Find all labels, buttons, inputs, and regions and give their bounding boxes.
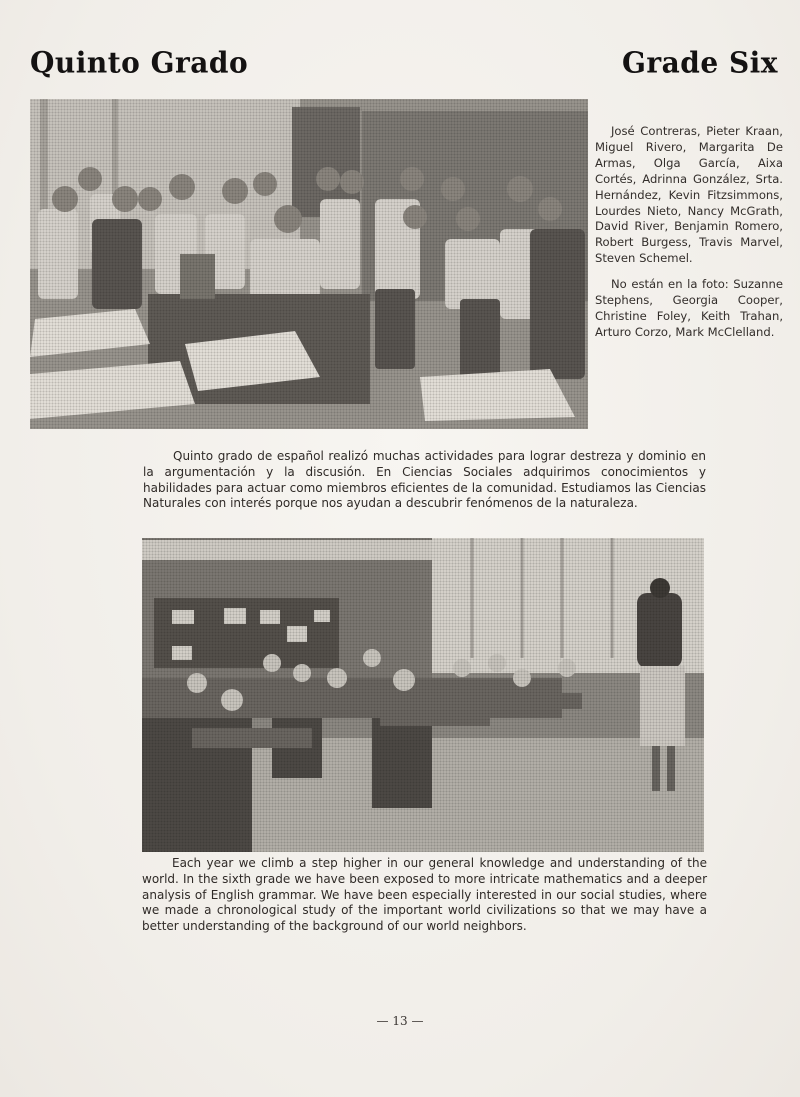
spanish-paragraph-text: Quinto grado de español realizó muchas actividades para lograr destreza y dominio en la argumentación y la discusión. En Ciencias Sociales adquirimos conocimientos y habilidades para actuar como miembros eficientes de la comunidad. Estudiamos las Ciencias Naturales con interés porque nos ayudan a descubrir fenómenos de la naturaleza. — [143, 449, 706, 511]
spanish-paragraph — [143, 449, 706, 512]
photo-caption — [595, 124, 783, 351]
class-group-photo — [30, 99, 588, 429]
caption-pictured-names: José Contreras, Pieter Kraan, Miguel Rivero, Margarita De Armas, Olga García, Aixa Cortés, Adrinna González, Srta. Hernández, Kevin Fitzsimmons, Lourdes Nieto, Nancy McGrath, David River, Benjamin Romero, Robert Burgess, Travis Marvel, Steven Schemel. — [595, 124, 783, 266]
english-paragraph — [142, 856, 707, 935]
classroom-photo — [142, 538, 704, 852]
english-paragraph-text: Each year we climb a step higher in our general knowledge and understanding of the world. In the sixth grade we have been exposed to more intricate mathematics and a deeper analysis of English grammar. We have been especially interested in our social studies, where we made a chronological study of the important world civilizations so that we may have a better understanding of the background of our world neighbors. — [142, 856, 707, 934]
page-title-spanish: Quinto Grado — [30, 45, 249, 80]
class-group-photo-image — [30, 99, 588, 429]
page-title-english: Grade Six — [622, 45, 778, 80]
page-number: — 13 — — [376, 1014, 424, 1028]
bleed-through-text — [320, 48, 334, 77]
classroom-photo-image — [142, 538, 704, 852]
caption-not-pictured: No están en la foto: Suzanne Stephens, Georgia Cooper, Christine Foley, Keith Trahan, Arturo Corzo, Mark McClelland. — [595, 277, 783, 339]
